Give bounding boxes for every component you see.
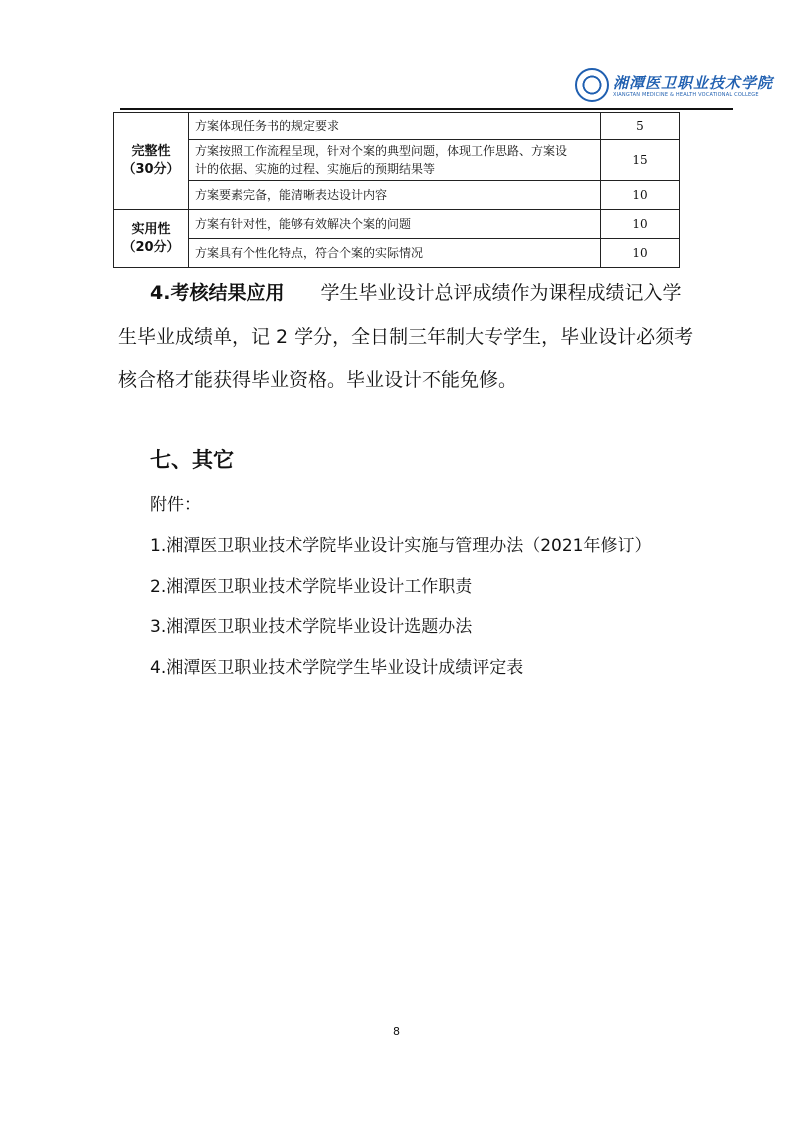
table-row — [114, 181, 680, 210]
criterion-score: 10 — [601, 239, 680, 268]
section4-paragraph-line1 — [150, 278, 690, 305]
section4-paragraph-line3: 核合格才能获得毕业资格。毕业设计不能免修。 — [118, 369, 518, 391]
criterion-text: 方案有针对性，能够有效解决个案的问题 — [189, 210, 601, 239]
logo-chinese-name: 湘潭医卫职业技术学院 — [613, 74, 774, 92]
criterion-text: 方案体现任务书的规定要求 — [189, 113, 601, 140]
attachment-item: 3.湘潭医卫职业技术学院毕业设计选题办法 — [150, 617, 473, 637]
section4-text: 学生毕业设计总评成绩作为课程成绩记入学 — [320, 282, 682, 304]
college-emblem-icon — [575, 68, 609, 102]
category-points: （30分） — [122, 162, 180, 177]
attachment-item: 2.湘潭医卫职业技术学院毕业设计工作职责 — [150, 577, 473, 597]
criterion-score: 5 — [601, 113, 680, 140]
section4-heading: 4.考核结果应用 — [150, 282, 285, 304]
scoring-table — [113, 112, 680, 268]
table-row — [114, 113, 680, 140]
criterion-text-line: 方案按照工作流程呈现，针对个案的典型问题，体现工作思路、方案设 — [195, 144, 568, 158]
header-rule — [120, 108, 733, 110]
category-cell — [114, 113, 189, 210]
page-number: 8 — [393, 1025, 400, 1038]
category-points: （20分） — [122, 239, 180, 255]
category-name: 完整性 — [131, 144, 171, 159]
attachment-item: 4.湘潭医卫职业技术学院学生毕业设计成绩评定表 — [150, 658, 524, 678]
criterion-score: 10 — [601, 181, 680, 210]
section7-title: 七、其它 — [150, 448, 234, 472]
criterion-text: 方案具有个性化特点，符合个案的实际情况 — [189, 239, 601, 268]
table-row — [114, 140, 680, 181]
attachments-label: 附件： — [150, 495, 201, 515]
criterion-text — [189, 140, 601, 181]
table-row — [114, 239, 680, 268]
logo-english-name: XIANGTAN MEDICINE & HEALTH VOCATIONAL COLLEGE — [613, 92, 759, 98]
section4-paragraph-line2: 生毕业成绩单，记 2 学分，全日制三年制大专学生，毕业设计必须考 — [118, 326, 694, 348]
attachment-item: 1.湘潭医卫职业技术学院毕业设计实施与管理办法（2021年修订） — [150, 536, 652, 556]
criterion-text: 方案要素完备，能清晰表达设计内容 — [189, 181, 601, 210]
criterion-score: 10 — [601, 210, 680, 239]
college-logo — [575, 68, 774, 106]
criterion-text-line: 计的依据、实施的过程、实施后的预期结果等 — [195, 162, 436, 176]
category-cell — [114, 210, 189, 268]
table-row — [114, 210, 680, 239]
category-name: 实用性 — [131, 221, 171, 237]
criterion-score: 15 — [601, 140, 680, 181]
